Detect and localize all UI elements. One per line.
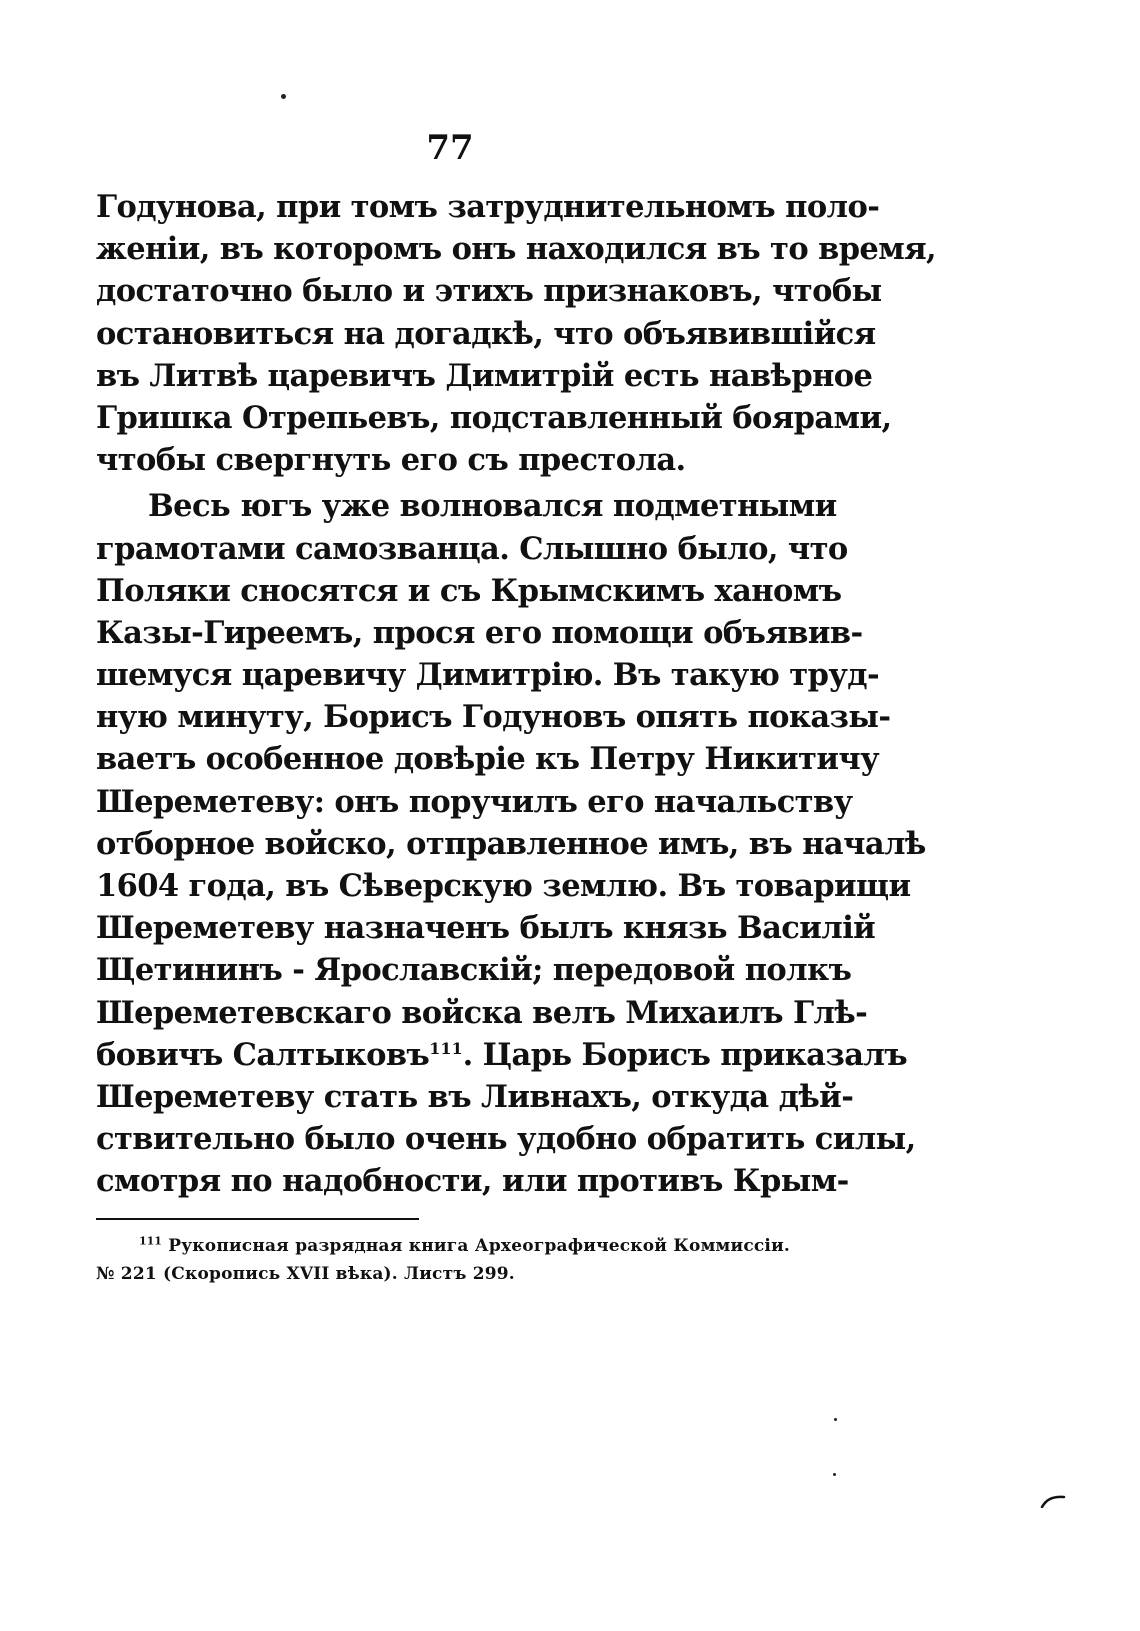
text-line: отборное войско, отправленное имъ, въ началѣ: [96, 825, 926, 862]
text-line: Шереметеву стать въ Ливнахъ, откуда дѣй-: [96, 1078, 854, 1115]
text-line: ваетъ особенное довѣріе къ Петру Никитичу: [96, 741, 880, 778]
paper-speck: [834, 1418, 837, 1421]
text-line: остановиться на догадкѣ, что объявившійся: [96, 315, 876, 352]
text-line: Шереметевскаго войска велъ Михаилъ Глѣ-: [96, 994, 868, 1031]
text-line: смотря по надобности, или противъ Крым-: [96, 1163, 849, 1200]
text-line: чтобы свергнуть его съ престола.: [96, 442, 686, 479]
paper-speck: [833, 1473, 836, 1476]
text-line: Шереметеву назначенъ былъ князь Василій: [96, 910, 876, 947]
text-line: въ Литвѣ царевичъ Димитрій есть навѣрное: [96, 357, 873, 394]
text-fragment: . Царь Борисъ приказалъ: [462, 1036, 908, 1073]
footnote-marker: 111: [139, 1234, 162, 1248]
text-line: достаточно было и этихъ признаковъ, чтобы: [96, 273, 882, 310]
text-line: Годунова, при томъ затруднительномъ поло-: [96, 189, 880, 225]
text-line: женіи, въ которомъ онъ находился въ то время,: [96, 231, 937, 268]
paper-speck: [281, 94, 286, 99]
text-line: Гришка Отрепьевъ, подставленный боярами,: [96, 399, 892, 436]
body-text: [96, 186, 937, 1203]
pencil-mark: [1040, 1494, 1066, 1508]
footnote: [96, 1232, 790, 1288]
footnote-divider: [96, 1218, 419, 1220]
footnote-line: [96, 1232, 790, 1260]
text-line: ную минуту, Борисъ Годуновъ опять показы-: [96, 699, 891, 736]
text-fragment: бовичъ Салтыковъ: [96, 1036, 430, 1073]
text-line: 1604 года, въ Сѣверскую землю. Въ товарищи: [96, 868, 911, 904]
text-line: Шереметеву: онъ поручилъ его начальству: [96, 783, 853, 820]
text-line-with-footnote-ref: [96, 1034, 908, 1076]
text-line: шемуся царевичу Димитрію. Въ такую труд-: [96, 657, 880, 694]
text-line: Щетининъ - Ярославскій; передовой полкъ: [96, 952, 852, 989]
text-line: грамотами самозванца. Слышно было, что: [96, 530, 848, 567]
text-line: Казы-Гиреемъ, прося его помощи объявив-: [96, 614, 863, 651]
text-line: Весь югъ уже волновался подметными: [148, 488, 837, 525]
footnote-reference[interactable]: 111: [429, 1038, 463, 1058]
text-line: ствительно было очень удобно обратить силы,: [96, 1121, 916, 1158]
text-line: Поляки сносятся и съ Крымскимъ ханомъ: [96, 572, 842, 609]
footnote-text: Рукописная разрядная книга Археографической Коммиссіи.: [168, 1236, 791, 1256]
page-number: 77: [426, 128, 474, 168]
footnote-line: № 221 (Скоропись XVII вѣка). Листъ 299.: [96, 1264, 515, 1284]
